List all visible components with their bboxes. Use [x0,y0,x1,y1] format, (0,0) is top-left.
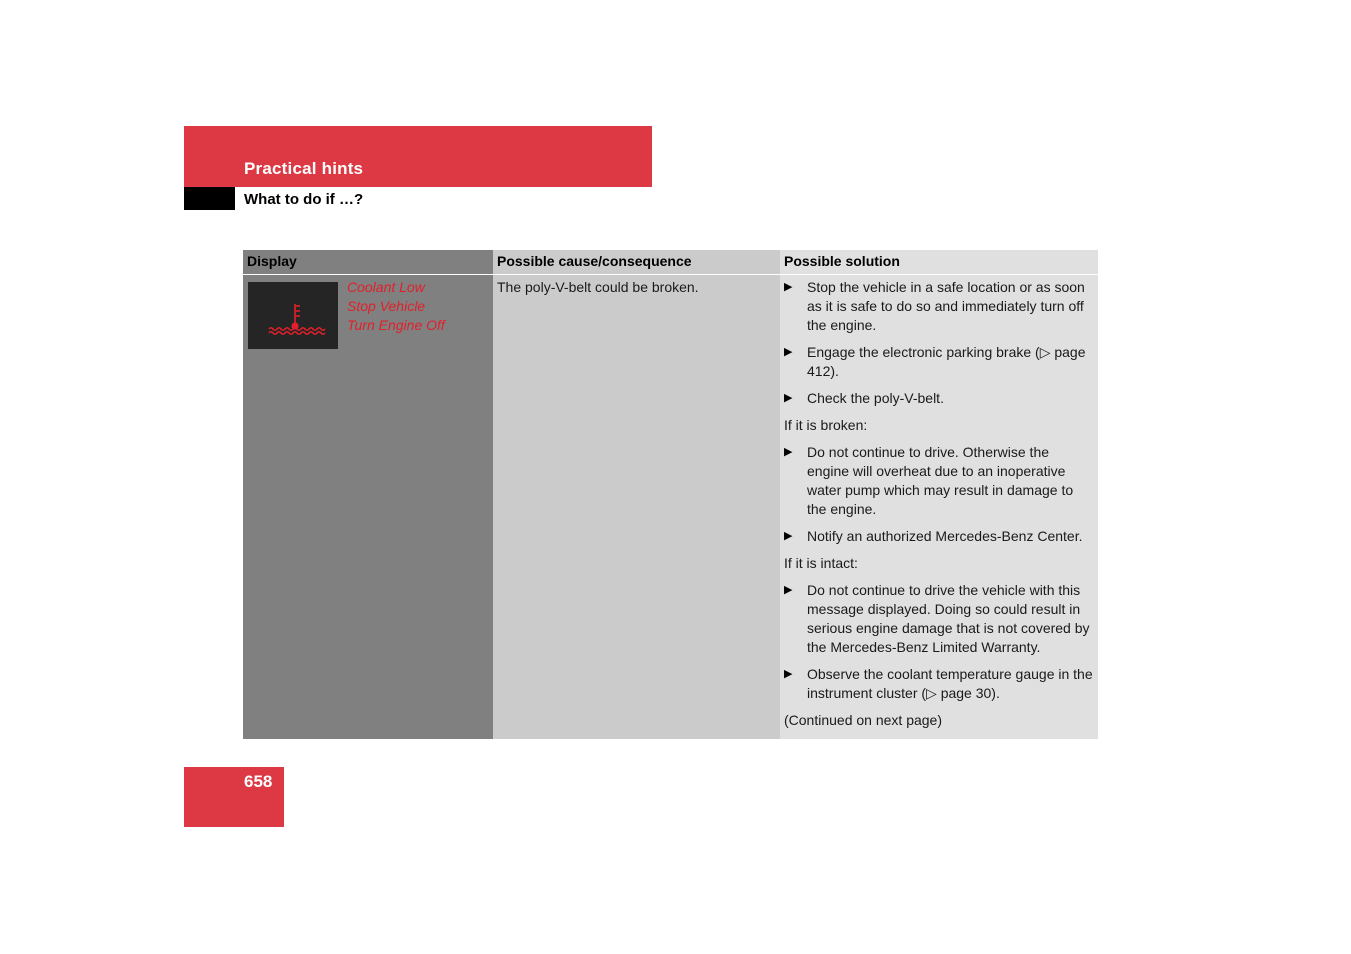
column-header-solution: Possible solution [780,250,1098,275]
solution-step: ▶ Do not continue to drive the vehicle with this message displayed. Doing so could result in serious engine damage that is not covered by the Mercedes-Benz Limited Warranty. [784,582,1090,655]
solution-step: ▶ Notify an authorized Mercedes-Benz Center. [784,528,1083,544]
bullet-arrow-icon: ▶ [784,668,793,680]
display-message [347,278,445,335]
message-table [243,250,1098,739]
display-message-line: Coolant Low [347,279,425,295]
page-number: 658 [244,772,273,791]
section-title: Practical hints [244,159,364,178]
cause-text: The poly-V-belt could be broken. [497,279,699,295]
bullet-arrow-icon: ▶ [784,584,793,596]
subsection-marker [184,187,235,210]
subsection-title: What to do if …? [244,191,364,208]
display-message-line: Turn Engine Off [347,317,445,333]
coolant-temperature-warning-icon [248,282,338,349]
continued-note: (Continued on next page) [784,712,942,728]
solution-condition: If it is intact: [784,555,858,571]
column-header-display: Display [243,250,493,275]
solution-step: ▶ Stop the vehicle in a safe location or as soon as it is safe to do so and immediately turn off the engine. [784,279,1085,333]
bullet-arrow-icon: ▶ [784,346,793,358]
display-screen [248,282,338,349]
column-header-cause: Possible cause/consequence [493,250,780,275]
solution-step: ▶ Do not continue to drive. Otherwise the engine will overheat due to an inoperative water pump which may result in damage to the engine. [784,444,1074,517]
display-message-line: Stop Vehicle [347,298,426,314]
solution-condition: If it is broken: [784,417,868,433]
bullet-arrow-icon: ▶ [784,281,793,293]
solution-list [780,275,1098,730]
bullet-arrow-icon: ▶ [784,446,793,458]
display-column [243,250,493,739]
solution-step: ▶ Engage the electronic parking brake (▷ page 412). [784,344,1086,379]
solution-column [780,250,1098,739]
solution-step: ▶ Observe the coolant temperature gauge in the instrument cluster (▷ page 30). [784,666,1093,701]
bullet-arrow-icon: ▶ [784,530,793,542]
bullet-arrow-icon: ▶ [784,392,793,404]
solution-step: ▶ Check the poly-V-belt. [784,390,944,406]
cause-column [493,250,780,739]
